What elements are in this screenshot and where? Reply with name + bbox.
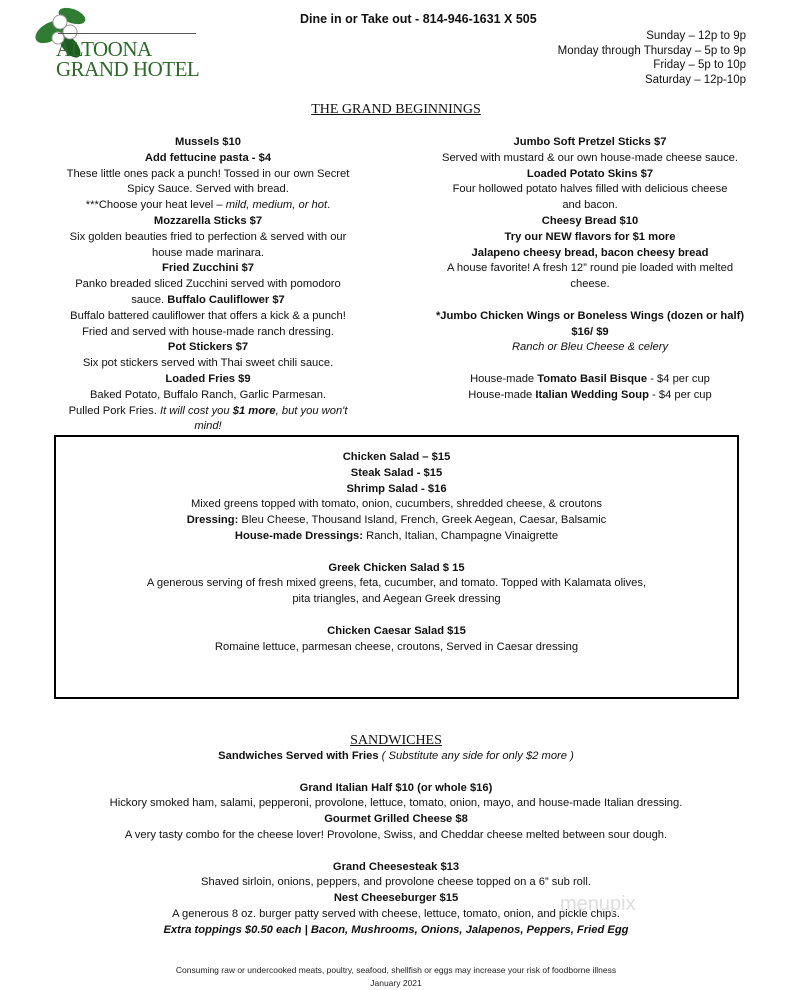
menu-text: Buffalo battered cauliflower that offers a kick & a punch! xyxy=(70,309,346,322)
menu-text: It will cost you xyxy=(159,404,233,417)
menu-text: - $4 per cup xyxy=(648,388,712,401)
menu-text: These little ones pack a punch! Tossed in our own Secret xyxy=(66,167,350,180)
salads-list xyxy=(54,450,739,655)
menu-text: A very tasty combo for the cheese lover! Provolone, Swiss, and Cheddar cheese melted between sour dough. xyxy=(124,828,668,841)
menu-line xyxy=(0,828,792,844)
menu-line xyxy=(54,640,739,656)
hours-line: Sunday – 12p to 9p xyxy=(646,30,746,42)
menu-line xyxy=(400,325,780,341)
menu-line xyxy=(40,372,376,388)
menu-text: Bleu Cheese, Thousand Island, French, Greek Aegean, Caesar, Balsamic xyxy=(238,514,607,527)
menu-text: ( Substitute any side for only $2 more ) xyxy=(378,750,574,762)
menu-text: cheese. xyxy=(570,278,610,291)
menu-line xyxy=(0,765,792,781)
menu-line xyxy=(400,388,780,404)
menu-text: *Jumbo Chicken Wings or Boneless Wings (dozen or half) xyxy=(435,309,745,322)
menu-text: Try our NEW flavors for $1 more xyxy=(504,230,676,243)
menu-text: Fried Zucchini $7 xyxy=(161,262,254,275)
hours-line: Friday – 5p to 10p xyxy=(653,59,746,72)
menu-line xyxy=(40,261,376,277)
menu-text: House-made Dressings: xyxy=(234,529,363,542)
menu-line xyxy=(40,404,376,420)
menu-text: Loaded Fries $9 xyxy=(165,372,251,385)
menu-line xyxy=(54,592,739,608)
menu-line xyxy=(0,907,792,923)
menu-line xyxy=(400,277,780,293)
menu-line xyxy=(54,576,739,592)
menu-text: Cheesy Bread $10 xyxy=(541,214,639,227)
menu-line xyxy=(0,796,792,812)
menu-line xyxy=(0,812,792,828)
menu-text: Italian Wedding Soup xyxy=(535,388,649,401)
menu-line xyxy=(0,749,792,765)
menu-line xyxy=(0,860,792,876)
menu-text: and bacon. xyxy=(562,199,618,212)
menu-line xyxy=(40,182,376,198)
menu-text: Tomato Basil Bisque xyxy=(537,372,648,385)
menu-line xyxy=(54,513,739,529)
menu-text: Mixed greens topped with tomato, onion, cucumbers, shredded cheese, & croutons xyxy=(190,498,603,511)
menu-line xyxy=(54,545,739,561)
hours-line: Saturday – 12p-10p xyxy=(644,73,746,86)
menu-line xyxy=(40,419,376,435)
menu-line xyxy=(0,844,792,860)
menu-text: Loaded Potato Skins $7 xyxy=(526,167,654,180)
menu-text: House-made xyxy=(470,372,538,385)
menu-text: A generous serving of fresh mixed greens, feta, cucumber, and tomato. Topped with Kalamata olives, xyxy=(146,577,647,590)
menu-text: Buffalo Cauliflower $7 xyxy=(167,293,285,306)
menu-line xyxy=(40,277,376,293)
section-title-sandwiches: SANDWICHES xyxy=(350,733,442,748)
menu-text: Fried and served with house-made ranch dressing. xyxy=(82,325,334,338)
phone-line: Dine in or Take out - 814-946-1631 X 505 xyxy=(300,12,537,26)
menu-text: Mussels $10 xyxy=(175,136,241,148)
menu-line xyxy=(54,466,739,482)
logo-line-1: ALTOONA xyxy=(56,37,152,61)
menu-line xyxy=(400,151,780,167)
menu-line xyxy=(400,309,780,325)
menu-line xyxy=(400,372,780,388)
menu-text: Add fettucine pasta - $4 xyxy=(144,151,272,164)
menu-text: Shrimp Salad - $16 xyxy=(346,482,447,495)
menu-text: Jalapeno cheesy bread, bacon cheesy bread xyxy=(471,246,709,259)
menu-text: mind! xyxy=(194,420,222,433)
menu-line xyxy=(40,356,376,372)
menu-line xyxy=(40,388,376,404)
menu-text: Sandwiches Served with Fries xyxy=(218,750,379,762)
menu-text: Nest Cheeseburger $15 xyxy=(333,892,459,905)
menu-line xyxy=(0,875,792,891)
menu-line xyxy=(40,198,376,214)
menu-text: Grand Italian Half $10 (or whole $16) xyxy=(299,781,493,794)
menu-text: Pulled Pork Fries. xyxy=(68,404,160,417)
sandwiches-list xyxy=(0,749,792,939)
menu-date: January 2021 xyxy=(370,978,422,988)
hours-line: Monday through Thursday – 5p to 9p xyxy=(557,44,746,57)
menu-line xyxy=(40,151,376,167)
menu-text: House-made xyxy=(468,388,536,401)
menu-text: Baked Potato, Buffalo Ranch, Garlic Parmesan. xyxy=(89,388,327,401)
menu-line xyxy=(0,891,792,907)
menu-line xyxy=(400,214,780,230)
menu-text: Greek Chicken Salad $ 15 xyxy=(328,561,465,574)
menu-text: , but you won't xyxy=(275,404,348,417)
menu-text: pita triangles, and Aegean Greek dressing xyxy=(292,593,501,606)
menu-line xyxy=(54,608,739,624)
menu-line xyxy=(54,497,739,513)
menu-line xyxy=(40,246,376,262)
menu-text: Four hollowed potato halves filled with delicious cheese xyxy=(452,183,728,196)
menu-line xyxy=(40,214,376,230)
logo-line-2: GRAND HOTEL xyxy=(56,57,200,81)
menu-text: house made marinara. xyxy=(152,246,264,259)
menu-text: ***Choose your heat level – xyxy=(85,199,226,212)
menu-text: Spicy Sauce. Served with bread. xyxy=(127,183,289,196)
menu-text: A generous 8 oz. burger patty served with cheese, lettuce, tomato, onion, and pickle chips. xyxy=(172,907,620,920)
menu-line xyxy=(54,561,739,577)
food-safety-notice: Consuming raw or undercooked meats, poultry, seafood, shellfish or eggs may increase your risk of foodborne illness xyxy=(175,965,617,975)
menu-line xyxy=(40,340,376,356)
menu-line xyxy=(400,261,780,277)
menu-text: $16/ $9 xyxy=(571,325,609,338)
menu-text: A house favorite! A fresh 12” round pie loaded with melted xyxy=(446,262,734,275)
menu-line xyxy=(400,230,780,246)
hotel-logo xyxy=(30,2,200,82)
menu-line xyxy=(40,230,376,246)
menu-line xyxy=(400,198,780,214)
section-title-beginnings: THE GRAND BEGINNINGS xyxy=(311,102,481,117)
menu-text: Gourmet Grilled Cheese $8 xyxy=(324,813,468,826)
menu-text: Ranch or Bleu Cheese & celery xyxy=(511,341,669,354)
beginnings-right-column xyxy=(400,135,780,404)
watermark: menupix xyxy=(560,893,636,915)
menu-text: - $4 per cup xyxy=(647,372,710,385)
menu-text: Ranch, Italian, Champagne Vinaigrette xyxy=(363,529,559,542)
menu-line xyxy=(400,246,780,262)
menu-line xyxy=(400,356,780,372)
menu-line xyxy=(0,781,792,797)
menu-text: Six golden beauties fried to perfection & served with our xyxy=(69,230,347,243)
menu-line xyxy=(400,167,780,183)
menu-line xyxy=(0,923,792,939)
menu-line xyxy=(40,293,376,309)
menu-text: . xyxy=(327,199,331,212)
menu-text: Chicken Salad – $15 xyxy=(342,451,451,463)
menu-line xyxy=(54,624,739,640)
menu-text: sauce. xyxy=(131,293,168,306)
menu-text: Hickory smoked ham, salami, pepperoni, provolone, lettuce, tomato, onion, mayo, and house-made Italian dressing. xyxy=(109,797,683,810)
menu-text: Jumbo Soft Pretzel Sticks $7 xyxy=(513,136,667,148)
menu-line xyxy=(40,167,376,183)
menu-text: $1 more xyxy=(232,404,276,417)
menu-text: Served with mustard & our own house-made cheese sauce. xyxy=(441,151,738,164)
hours xyxy=(558,29,746,87)
menu-text: Six pot stickers served with Thai sweet chili sauce. xyxy=(82,357,334,370)
menu-line xyxy=(54,482,739,498)
menu-text: Panko breaded sliced Zucchini served with pomodoro xyxy=(75,278,341,291)
menu-line xyxy=(40,309,376,325)
menu-line xyxy=(400,182,780,198)
menu-text: Chicken Caesar Salad $15 xyxy=(327,624,466,637)
beginnings-left-column xyxy=(40,135,376,435)
menu-text: Extra toppings $0.50 each | Bacon, Mushrooms, Onions, Jalapenos, Peppers, Fried Egg xyxy=(163,923,629,936)
menu-line xyxy=(400,135,780,151)
menu-text: Romaine lettuce, parmesan cheese, croutons, Served in Caesar dressing xyxy=(214,640,579,653)
menu-text: Pot Stickers $7 xyxy=(167,341,249,354)
footer xyxy=(0,964,792,990)
menu-text: Dressing: xyxy=(186,514,239,527)
menu-text: Grand Cheesesteak $13 xyxy=(332,860,460,873)
menu-line xyxy=(54,450,739,466)
menu-line xyxy=(40,135,376,151)
menu-text: mild, medium, or hot xyxy=(225,199,328,212)
menu-text: Steak Salad - $15 xyxy=(350,466,443,479)
menu-text: Shaved sirloin, onions, peppers, and provolone cheese topped on a 6” sub roll. xyxy=(201,876,591,889)
menu-line xyxy=(40,325,376,341)
menu-text: Mozzarella Sticks $7 xyxy=(153,214,263,227)
menu-line xyxy=(400,293,780,309)
menu-line xyxy=(54,529,739,545)
menu-line xyxy=(400,340,780,356)
